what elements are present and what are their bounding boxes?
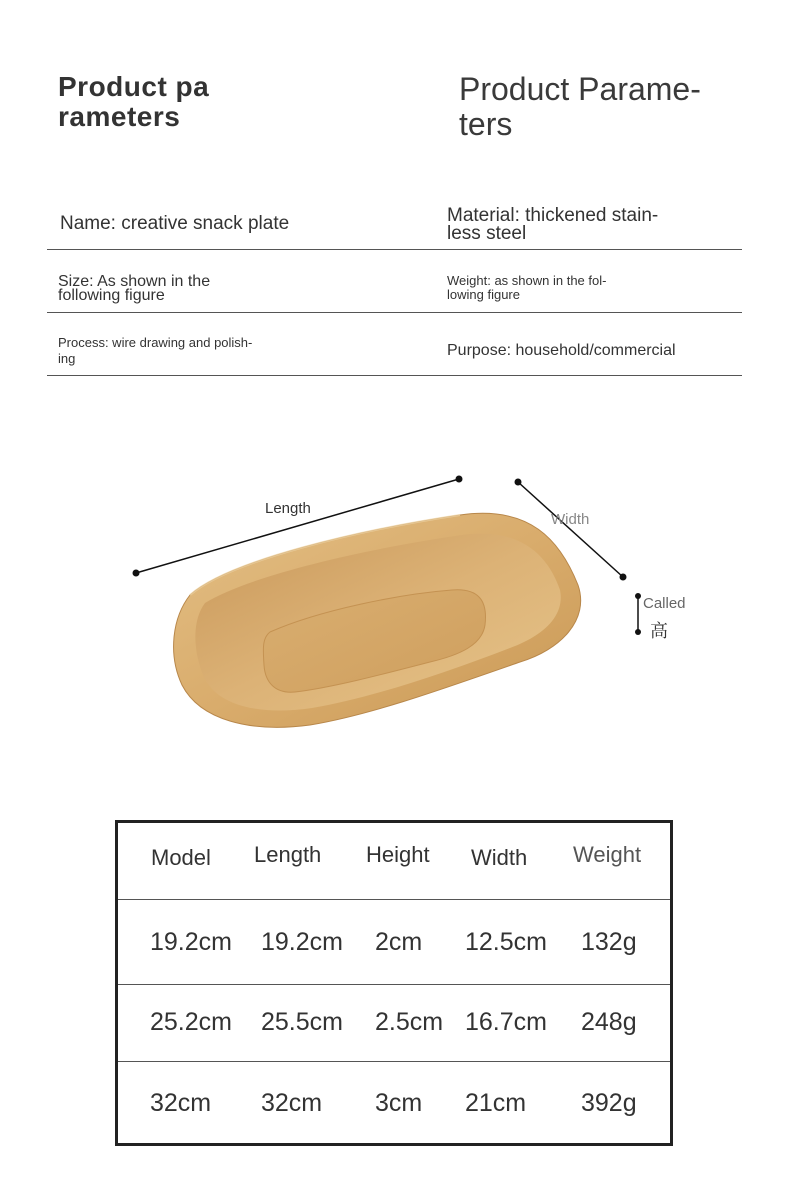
length-label: Length (265, 500, 311, 517)
cell-width: 16.7cm (465, 1008, 547, 1036)
cell-width: 12.5cm (465, 928, 547, 956)
header-model: Model (151, 845, 211, 870)
plate-image (174, 513, 581, 727)
width-label: Width (551, 511, 590, 528)
table-row (118, 985, 670, 1062)
param-process-line1: Process: wire drawing and polish- (58, 335, 253, 350)
page-title-left: Product parameters (58, 71, 210, 132)
cell-length: 32cm (261, 1089, 323, 1117)
spec-table (115, 820, 673, 1146)
param-weight-line2: lowing figure (447, 287, 520, 302)
cell-weight: 248g (581, 1008, 637, 1036)
cell-weight: 392g (581, 1089, 637, 1117)
spec-table-header (118, 823, 670, 900)
plate-diagram (0, 430, 790, 770)
table-row (118, 900, 670, 985)
cell-model: 19.2cm (150, 928, 232, 956)
height-glyph: 高 (650, 621, 668, 642)
param-purpose: Purpose: household/commercial (447, 342, 676, 359)
header-width: Width (471, 845, 528, 870)
param-row-process-purpose (47, 313, 742, 376)
param-material-line2: less steel (447, 223, 527, 244)
height-label: Called (643, 595, 686, 612)
param-process-line2: ing (58, 351, 76, 366)
page-title-right: Product Parame-ters (459, 71, 701, 142)
param-size-line2: following figure (58, 287, 165, 304)
cell-length: 19.2cm (261, 928, 343, 956)
cell-height: 2.5cm (375, 1008, 444, 1036)
header-weight: Weight (573, 842, 642, 867)
param-material-line1: Material: thickened stain- (447, 205, 659, 226)
param-size-line1: Size: As shown in the (58, 273, 211, 290)
cell-height: 3cm (375, 1089, 423, 1117)
cell-model: 32cm (150, 1089, 212, 1117)
cell-model: 25.2cm (150, 1008, 232, 1036)
cell-length: 25.5cm (261, 1008, 343, 1036)
cell-width: 21cm (465, 1089, 527, 1117)
table-row (118, 1062, 670, 1143)
cell-weight: 132g (581, 928, 637, 956)
param-row-size-weight (47, 250, 742, 313)
header-height: Height (366, 842, 430, 867)
param-weight-line1: Weight: as shown in the fol- (447, 273, 607, 288)
header-length: Length (254, 842, 322, 867)
param-row-name-material (47, 198, 742, 250)
height-dimension (635, 593, 686, 642)
cell-height: 2cm (375, 928, 423, 956)
param-name: Name: creative snack plate (60, 213, 290, 234)
